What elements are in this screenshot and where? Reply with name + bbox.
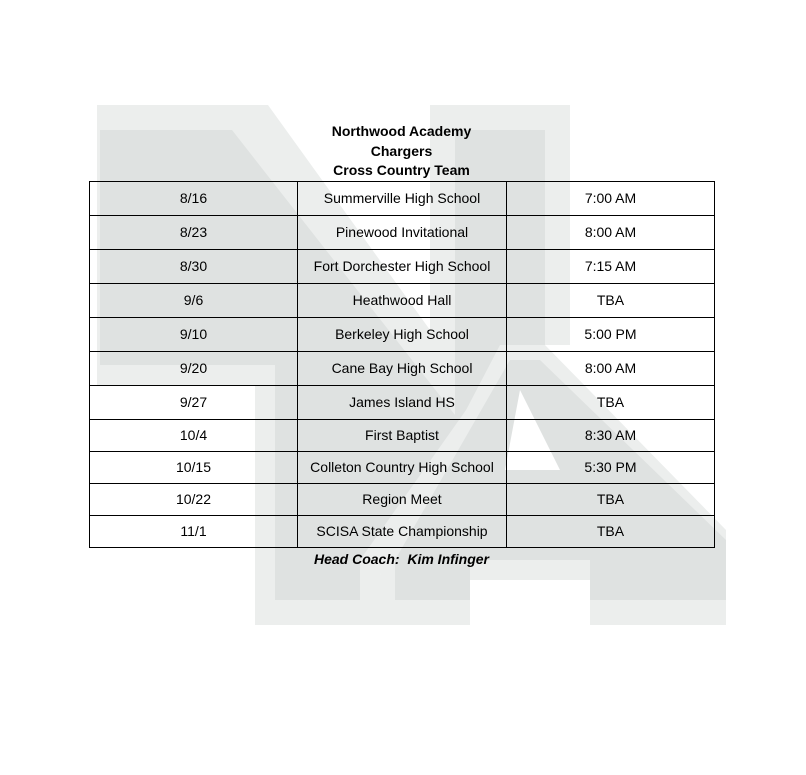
table-row <box>90 215 715 249</box>
table-row <box>90 181 715 215</box>
table-row <box>90 385 715 419</box>
date-cell: 8/30 <box>90 249 298 283</box>
date-cell: 9/27 <box>90 385 298 419</box>
table-row <box>90 451 715 483</box>
time-cell: 5:30 PM <box>507 451 715 483</box>
schedule-document <box>89 122 714 567</box>
team-name: Cross Country Team <box>333 162 470 178</box>
table-row <box>90 351 715 385</box>
time-cell: 7:15 AM <box>507 249 715 283</box>
event-cell: Cane Bay High School <box>298 351 507 385</box>
time-cell: TBA <box>507 283 715 317</box>
team-mascot: Chargers <box>370 142 433 159</box>
time-cell: 8:00 AM <box>507 215 715 249</box>
event-cell: Heathwood Hall <box>298 283 507 317</box>
event-cell: SCISA State Championship <box>298 515 507 547</box>
time-cell: TBA <box>507 515 715 547</box>
date-cell: 10/4 <box>90 419 298 451</box>
time-cell: 8:00 AM <box>507 351 715 385</box>
event-cell: First Baptist <box>298 419 507 451</box>
time-cell: 7:00 AM <box>507 181 715 215</box>
time-cell: 5:00 PM <box>507 317 715 351</box>
date-cell: 10/15 <box>90 451 298 483</box>
event-cell: Berkeley High School <box>298 317 507 351</box>
table-row <box>90 483 715 515</box>
date-cell: 9/20 <box>90 351 298 385</box>
event-cell: Summerville High School <box>298 181 507 215</box>
time-cell: 8:30 AM <box>507 419 715 451</box>
event-cell: Colleton Country High School <box>298 451 507 483</box>
table-row <box>90 317 715 351</box>
date-cell: 10/22 <box>90 483 298 515</box>
table-row <box>90 283 715 317</box>
event-cell: James Island HS <box>298 385 507 419</box>
date-cell: 8/23 <box>90 215 298 249</box>
date-cell: 9/6 <box>90 283 298 317</box>
schedule-table <box>89 181 715 548</box>
table-row <box>90 419 715 451</box>
date-cell: 9/10 <box>90 317 298 351</box>
table-row <box>90 249 715 283</box>
time-cell: TBA <box>507 483 715 515</box>
school-name: Northwood Academy <box>331 123 472 139</box>
date-cell: 11/1 <box>90 515 298 547</box>
table-row <box>90 515 715 547</box>
time-cell: TBA <box>507 385 715 419</box>
date-cell: 8/16 <box>90 181 298 215</box>
event-cell: Region Meet <box>298 483 507 515</box>
head-coach-note: Head Coach: Kim Infinger <box>313 550 490 567</box>
document-header <box>89 122 714 181</box>
event-cell: Fort Dorchester High School <box>298 249 507 283</box>
event-cell: Pinewood Invitational <box>298 215 507 249</box>
